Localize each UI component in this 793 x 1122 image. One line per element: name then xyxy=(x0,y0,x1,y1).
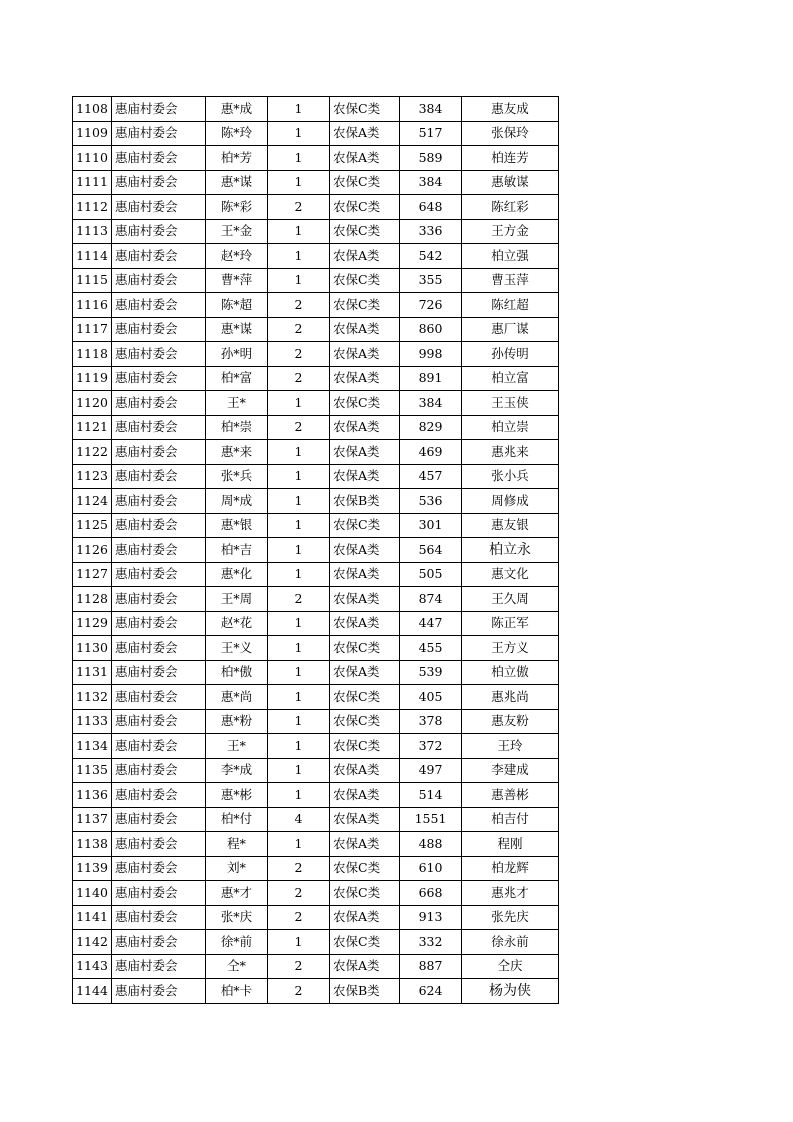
count-cell: 1 xyxy=(268,611,330,636)
amount-cell: 589 xyxy=(400,146,462,171)
table-row xyxy=(73,660,559,685)
unit-cell: 惠庙村委会 xyxy=(112,562,206,587)
row-number-cell: 1116 xyxy=(73,293,112,318)
insurance-type-cell: 农保A类 xyxy=(330,317,400,342)
payee-cell: 王方义 xyxy=(462,636,559,661)
row-number-cell: 1123 xyxy=(73,464,112,489)
count-cell: 1 xyxy=(268,832,330,857)
payee-cell: 王久周 xyxy=(462,587,559,612)
row-number-cell: 1129 xyxy=(73,611,112,636)
table-row xyxy=(73,881,559,906)
table-row xyxy=(73,856,559,881)
unit-cell: 惠庙村委会 xyxy=(112,513,206,538)
payee-cell: 惠兆才 xyxy=(462,881,559,906)
table-row xyxy=(73,464,559,489)
count-cell: 2 xyxy=(268,415,330,440)
amount-cell: 542 xyxy=(400,244,462,269)
row-number-cell: 1142 xyxy=(73,930,112,955)
row-number-cell: 1144 xyxy=(73,979,112,1004)
insurance-type-cell: 农保A类 xyxy=(330,366,400,391)
masked-name-cell: 张*兵 xyxy=(206,464,268,489)
count-cell: 1 xyxy=(268,758,330,783)
payee-cell: 柏立傲 xyxy=(462,660,559,685)
count-cell: 1 xyxy=(268,513,330,538)
insurance-type-cell: 农保C类 xyxy=(330,930,400,955)
amount-cell: 336 xyxy=(400,219,462,244)
count-cell: 1 xyxy=(268,660,330,685)
table-row xyxy=(73,342,559,367)
amount-cell: 998 xyxy=(400,342,462,367)
unit-cell: 惠庙村委会 xyxy=(112,734,206,759)
amount-cell: 372 xyxy=(400,734,462,759)
count-cell: 2 xyxy=(268,587,330,612)
amount-cell: 497 xyxy=(400,758,462,783)
count-cell: 1 xyxy=(268,538,330,563)
insurance-type-cell: 农保C类 xyxy=(330,268,400,293)
row-number-cell: 1111 xyxy=(73,170,112,195)
count-cell: 2 xyxy=(268,979,330,1004)
payee-cell: 柏立强 xyxy=(462,244,559,269)
table-row xyxy=(73,366,559,391)
unit-cell: 惠庙村委会 xyxy=(112,170,206,195)
unit-cell: 惠庙村委会 xyxy=(112,195,206,220)
amount-cell: 384 xyxy=(400,170,462,195)
payee-cell: 惠友银 xyxy=(462,513,559,538)
table-row xyxy=(73,195,559,220)
payee-cell: 王玲 xyxy=(462,734,559,759)
count-cell: 1 xyxy=(268,170,330,195)
row-number-cell: 1140 xyxy=(73,881,112,906)
table-row xyxy=(73,954,559,979)
table-row xyxy=(73,440,559,465)
insurance-type-cell: 农保A类 xyxy=(330,660,400,685)
payee-cell: 王玉侠 xyxy=(462,391,559,416)
masked-name-cell: 赵*玲 xyxy=(206,244,268,269)
table-row xyxy=(73,268,559,293)
payee-cell: 徐永前 xyxy=(462,930,559,955)
unit-cell: 惠庙村委会 xyxy=(112,342,206,367)
masked-name-cell: 惠*成 xyxy=(206,97,268,122)
masked-name-cell: 柏*卡 xyxy=(206,979,268,1004)
table-row xyxy=(73,636,559,661)
payee-cell: 惠友成 xyxy=(462,97,559,122)
payee-cell: 惠兆尚 xyxy=(462,685,559,710)
amount-cell: 726 xyxy=(400,293,462,318)
amount-cell: 455 xyxy=(400,636,462,661)
row-number-cell: 1135 xyxy=(73,758,112,783)
masked-name-cell: 柏*富 xyxy=(206,366,268,391)
unit-cell: 惠庙村委会 xyxy=(112,685,206,710)
unit-cell: 惠庙村委会 xyxy=(112,121,206,146)
unit-cell: 惠庙村委会 xyxy=(112,219,206,244)
row-number-cell: 1130 xyxy=(73,636,112,661)
insurance-type-cell: 农保C类 xyxy=(330,391,400,416)
table-row xyxy=(73,783,559,808)
amount-cell: 913 xyxy=(400,905,462,930)
masked-name-cell: 惠*谋 xyxy=(206,170,268,195)
count-cell: 1 xyxy=(268,685,330,710)
table-row xyxy=(73,170,559,195)
amount-cell: 887 xyxy=(400,954,462,979)
table-row xyxy=(73,562,559,587)
payee-cell: 柏立富 xyxy=(462,366,559,391)
insurance-type-cell: 农保C类 xyxy=(330,734,400,759)
amount-cell: 514 xyxy=(400,783,462,808)
table-row xyxy=(73,317,559,342)
masked-name-cell: 孙*明 xyxy=(206,342,268,367)
payee-cell: 孙传明 xyxy=(462,342,559,367)
row-number-cell: 1134 xyxy=(73,734,112,759)
unit-cell: 惠庙村委会 xyxy=(112,660,206,685)
insurance-type-cell: 农保C类 xyxy=(330,636,400,661)
unit-cell: 惠庙村委会 xyxy=(112,391,206,416)
insurance-type-cell: 农保C类 xyxy=(330,685,400,710)
unit-cell: 惠庙村委会 xyxy=(112,881,206,906)
unit-cell: 惠庙村委会 xyxy=(112,758,206,783)
payee-cell: 柏立永 xyxy=(462,538,559,563)
count-cell: 2 xyxy=(268,905,330,930)
amount-cell: 891 xyxy=(400,366,462,391)
count-cell: 1 xyxy=(268,709,330,734)
row-number-cell: 1126 xyxy=(73,538,112,563)
unit-cell: 惠庙村委会 xyxy=(112,709,206,734)
insurance-type-cell: 农保C类 xyxy=(330,219,400,244)
unit-cell: 惠庙村委会 xyxy=(112,268,206,293)
insurance-type-cell: 农保C类 xyxy=(330,170,400,195)
row-number-cell: 1124 xyxy=(73,489,112,514)
table-row xyxy=(73,832,559,857)
payee-cell: 周修成 xyxy=(462,489,559,514)
amount-cell: 539 xyxy=(400,660,462,685)
unit-cell: 惠庙村委会 xyxy=(112,807,206,832)
unit-cell: 惠庙村委会 xyxy=(112,489,206,514)
insurance-type-cell: 农保A类 xyxy=(330,342,400,367)
payee-cell: 惠厂谋 xyxy=(462,317,559,342)
row-number-cell: 1117 xyxy=(73,317,112,342)
unit-cell: 惠庙村委会 xyxy=(112,415,206,440)
count-cell: 1 xyxy=(268,244,330,269)
payee-cell: 惠善彬 xyxy=(462,783,559,808)
insurance-type-cell: 农保A类 xyxy=(330,146,400,171)
insurance-type-cell: 农保A类 xyxy=(330,783,400,808)
table-row xyxy=(73,415,559,440)
row-number-cell: 1118 xyxy=(73,342,112,367)
unit-cell: 惠庙村委会 xyxy=(112,464,206,489)
table-row xyxy=(73,587,559,612)
row-number-cell: 1115 xyxy=(73,268,112,293)
unit-cell: 惠庙村委会 xyxy=(112,930,206,955)
table-row xyxy=(73,391,559,416)
masked-name-cell: 柏*傲 xyxy=(206,660,268,685)
insurance-type-cell: 农保A类 xyxy=(330,832,400,857)
table-row xyxy=(73,685,559,710)
count-cell: 2 xyxy=(268,954,330,979)
masked-name-cell: 柏*吉 xyxy=(206,538,268,563)
amount-cell: 384 xyxy=(400,391,462,416)
payee-cell: 惠兆来 xyxy=(462,440,559,465)
payee-cell: 陈正军 xyxy=(462,611,559,636)
unit-cell: 惠庙村委会 xyxy=(112,317,206,342)
payee-cell: 柏吉付 xyxy=(462,807,559,832)
count-cell: 1 xyxy=(268,391,330,416)
unit-cell: 惠庙村委会 xyxy=(112,440,206,465)
row-number-cell: 1132 xyxy=(73,685,112,710)
row-number-cell: 1141 xyxy=(73,905,112,930)
count-cell: 1 xyxy=(268,464,330,489)
unit-cell: 惠庙村委会 xyxy=(112,783,206,808)
amount-cell: 829 xyxy=(400,415,462,440)
insurance-type-cell: 农保A类 xyxy=(330,538,400,563)
amount-cell: 564 xyxy=(400,538,462,563)
insurance-type-cell: 农保C类 xyxy=(330,97,400,122)
table-row xyxy=(73,97,559,122)
unit-cell: 惠庙村委会 xyxy=(112,97,206,122)
masked-name-cell: 赵*花 xyxy=(206,611,268,636)
row-number-cell: 1133 xyxy=(73,709,112,734)
masked-name-cell: 仝* xyxy=(206,954,268,979)
insurance-type-cell: 农保C类 xyxy=(330,195,400,220)
table-row xyxy=(73,121,559,146)
amount-cell: 332 xyxy=(400,930,462,955)
row-number-cell: 1109 xyxy=(73,121,112,146)
payee-cell: 惠敏谋 xyxy=(462,170,559,195)
insurance-type-cell: 农保A类 xyxy=(330,758,400,783)
count-cell: 1 xyxy=(268,783,330,808)
amount-cell: 648 xyxy=(400,195,462,220)
masked-name-cell: 王*金 xyxy=(206,219,268,244)
count-cell: 2 xyxy=(268,293,330,318)
insurance-type-cell: 农保B类 xyxy=(330,489,400,514)
count-cell: 1 xyxy=(268,97,330,122)
count-cell: 1 xyxy=(268,930,330,955)
payee-cell: 程刚 xyxy=(462,832,559,857)
table-row xyxy=(73,979,559,1004)
payee-cell: 张保玲 xyxy=(462,121,559,146)
amount-cell: 624 xyxy=(400,979,462,1004)
insurance-type-cell: 农保A类 xyxy=(330,587,400,612)
table-row xyxy=(73,758,559,783)
amount-cell: 1551 xyxy=(400,807,462,832)
amount-cell: 301 xyxy=(400,513,462,538)
insurance-type-cell: 农保A类 xyxy=(330,562,400,587)
payee-cell: 张先庆 xyxy=(462,905,559,930)
count-cell: 2 xyxy=(268,881,330,906)
table-row xyxy=(73,489,559,514)
row-number-cell: 1119 xyxy=(73,366,112,391)
row-number-cell: 1110 xyxy=(73,146,112,171)
masked-name-cell: 王* xyxy=(206,734,268,759)
table-row xyxy=(73,709,559,734)
payee-cell: 陈红彩 xyxy=(462,195,559,220)
masked-name-cell: 李*成 xyxy=(206,758,268,783)
unit-cell: 惠庙村委会 xyxy=(112,366,206,391)
unit-cell: 惠庙村委会 xyxy=(112,538,206,563)
unit-cell: 惠庙村委会 xyxy=(112,244,206,269)
insurance-type-cell: 农保A类 xyxy=(330,415,400,440)
payee-cell: 惠友粉 xyxy=(462,709,559,734)
row-number-cell: 1143 xyxy=(73,954,112,979)
insurance-type-cell: 农保C类 xyxy=(330,881,400,906)
count-cell: 2 xyxy=(268,195,330,220)
amount-cell: 447 xyxy=(400,611,462,636)
count-cell: 2 xyxy=(268,856,330,881)
unit-cell: 惠庙村委会 xyxy=(112,636,206,661)
amount-cell: 355 xyxy=(400,268,462,293)
masked-name-cell: 惠*化 xyxy=(206,562,268,587)
amount-cell: 860 xyxy=(400,317,462,342)
insurance-type-cell: 农保C类 xyxy=(330,709,400,734)
unit-cell: 惠庙村委会 xyxy=(112,587,206,612)
insurance-type-cell: 农保C类 xyxy=(330,513,400,538)
row-number-cell: 1122 xyxy=(73,440,112,465)
insurance-type-cell: 农保C类 xyxy=(330,293,400,318)
payee-cell: 王方金 xyxy=(462,219,559,244)
masked-name-cell: 陈*超 xyxy=(206,293,268,318)
payee-cell: 张小兵 xyxy=(462,464,559,489)
unit-cell: 惠庙村委会 xyxy=(112,832,206,857)
masked-name-cell: 惠*来 xyxy=(206,440,268,465)
row-number-cell: 1136 xyxy=(73,783,112,808)
insurance-type-cell: 农保A类 xyxy=(330,954,400,979)
row-number-cell: 1128 xyxy=(73,587,112,612)
amount-cell: 488 xyxy=(400,832,462,857)
unit-cell: 惠庙村委会 xyxy=(112,293,206,318)
masked-name-cell: 刘* xyxy=(206,856,268,881)
masked-name-cell: 周*成 xyxy=(206,489,268,514)
unit-cell: 惠庙村委会 xyxy=(112,954,206,979)
count-cell: 1 xyxy=(268,268,330,293)
table-row xyxy=(73,930,559,955)
row-number-cell: 1138 xyxy=(73,832,112,857)
table-row xyxy=(73,219,559,244)
table-body xyxy=(73,97,559,1004)
row-number-cell: 1114 xyxy=(73,244,112,269)
count-cell: 1 xyxy=(268,636,330,661)
unit-cell: 惠庙村委会 xyxy=(112,856,206,881)
count-cell: 2 xyxy=(268,366,330,391)
row-number-cell: 1108 xyxy=(73,97,112,122)
insurance-type-cell: 农保A类 xyxy=(330,905,400,930)
amount-cell: 378 xyxy=(400,709,462,734)
count-cell: 1 xyxy=(268,562,330,587)
payee-cell: 惠文化 xyxy=(462,562,559,587)
insurance-type-cell: 农保B类 xyxy=(330,979,400,1004)
masked-name-cell: 惠*粉 xyxy=(206,709,268,734)
row-number-cell: 1139 xyxy=(73,856,112,881)
amount-cell: 457 xyxy=(400,464,462,489)
table-row xyxy=(73,905,559,930)
masked-name-cell: 惠*尚 xyxy=(206,685,268,710)
masked-name-cell: 陈*彩 xyxy=(206,195,268,220)
unit-cell: 惠庙村委会 xyxy=(112,905,206,930)
masked-name-cell: 王*周 xyxy=(206,587,268,612)
table-row xyxy=(73,513,559,538)
row-number-cell: 1125 xyxy=(73,513,112,538)
masked-name-cell: 曹*萍 xyxy=(206,268,268,293)
count-cell: 1 xyxy=(268,146,330,171)
count-cell: 4 xyxy=(268,807,330,832)
masked-name-cell: 柏*芳 xyxy=(206,146,268,171)
row-number-cell: 1113 xyxy=(73,219,112,244)
count-cell: 1 xyxy=(268,121,330,146)
amount-cell: 517 xyxy=(400,121,462,146)
unit-cell: 惠庙村委会 xyxy=(112,979,206,1004)
amount-cell: 505 xyxy=(400,562,462,587)
table-row xyxy=(73,611,559,636)
data-table xyxy=(72,96,559,1004)
count-cell: 2 xyxy=(268,342,330,367)
insurance-type-cell: 农保A类 xyxy=(330,807,400,832)
count-cell: 1 xyxy=(268,219,330,244)
masked-name-cell: 陈*玲 xyxy=(206,121,268,146)
masked-name-cell: 惠*才 xyxy=(206,881,268,906)
amount-cell: 610 xyxy=(400,856,462,881)
row-number-cell: 1112 xyxy=(73,195,112,220)
unit-cell: 惠庙村委会 xyxy=(112,611,206,636)
row-number-cell: 1120 xyxy=(73,391,112,416)
masked-name-cell: 柏*付 xyxy=(206,807,268,832)
amount-cell: 469 xyxy=(400,440,462,465)
row-number-cell: 1131 xyxy=(73,660,112,685)
row-number-cell: 1137 xyxy=(73,807,112,832)
count-cell: 2 xyxy=(268,317,330,342)
unit-cell: 惠庙村委会 xyxy=(112,146,206,171)
amount-cell: 536 xyxy=(400,489,462,514)
insurance-type-cell: 农保A类 xyxy=(330,121,400,146)
insurance-type-cell: 农保C类 xyxy=(330,856,400,881)
table-row xyxy=(73,293,559,318)
payee-cell: 杨为侠 xyxy=(462,979,559,1004)
amount-cell: 405 xyxy=(400,685,462,710)
payee-cell: 柏立崇 xyxy=(462,415,559,440)
masked-name-cell: 张*庆 xyxy=(206,905,268,930)
row-number-cell: 1127 xyxy=(73,562,112,587)
masked-name-cell: 徐*前 xyxy=(206,930,268,955)
amount-cell: 874 xyxy=(400,587,462,612)
payee-cell: 仝庆 xyxy=(462,954,559,979)
table-row xyxy=(73,538,559,563)
amount-cell: 668 xyxy=(400,881,462,906)
insurance-type-cell: 农保A类 xyxy=(330,611,400,636)
masked-name-cell: 程* xyxy=(206,832,268,857)
count-cell: 1 xyxy=(268,440,330,465)
row-number-cell: 1121 xyxy=(73,415,112,440)
amount-cell: 384 xyxy=(400,97,462,122)
payee-cell: 柏龙辉 xyxy=(462,856,559,881)
count-cell: 1 xyxy=(268,489,330,514)
payee-cell: 李建成 xyxy=(462,758,559,783)
insurance-type-cell: 农保A类 xyxy=(330,244,400,269)
masked-name-cell: 王* xyxy=(206,391,268,416)
masked-name-cell: 柏*崇 xyxy=(206,415,268,440)
insurance-type-cell: 农保A类 xyxy=(330,464,400,489)
masked-name-cell: 惠*彬 xyxy=(206,783,268,808)
table-row xyxy=(73,807,559,832)
insurance-type-cell: 农保A类 xyxy=(330,440,400,465)
payee-cell: 曹玉萍 xyxy=(462,268,559,293)
payee-cell: 柏连芳 xyxy=(462,146,559,171)
masked-name-cell: 惠*银 xyxy=(206,513,268,538)
table-row xyxy=(73,146,559,171)
count-cell: 1 xyxy=(268,734,330,759)
masked-name-cell: 王*义 xyxy=(206,636,268,661)
table-row xyxy=(73,734,559,759)
table-row xyxy=(73,244,559,269)
masked-name-cell: 惠*谋 xyxy=(206,317,268,342)
payee-cell: 陈红超 xyxy=(462,293,559,318)
